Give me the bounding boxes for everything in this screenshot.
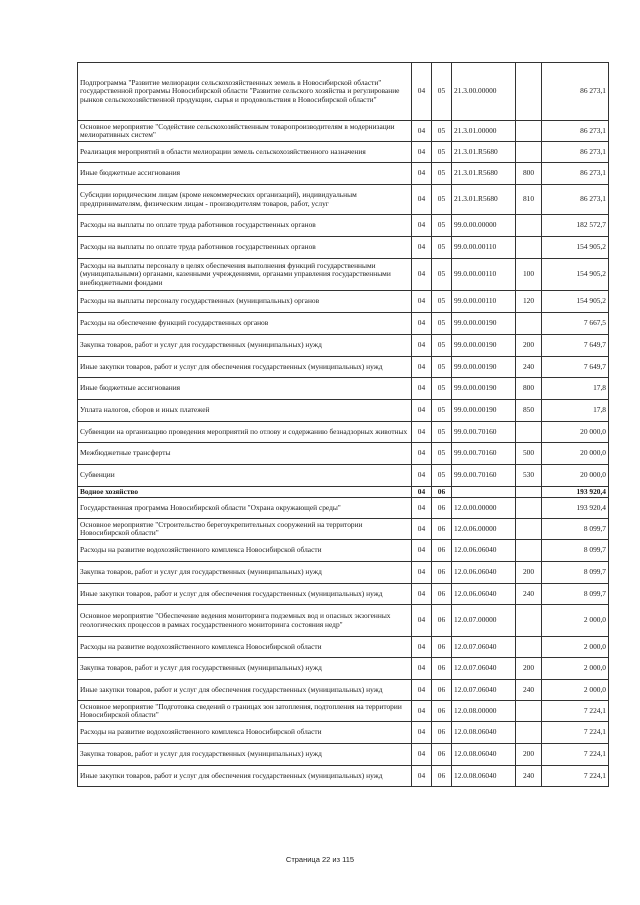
row-section-cell: 04 xyxy=(412,121,432,142)
table-row xyxy=(78,400,609,422)
row-name-cell: Реализация мероприятий в области мелиорации земель сельскохозяйственного назначения xyxy=(78,142,412,163)
row-target-item-cell: 99.0.00.00190 xyxy=(452,335,516,357)
row-amount-cell: 17,8 xyxy=(542,378,609,400)
table-row xyxy=(78,744,609,766)
table-row xyxy=(78,259,609,291)
row-name-cell: Иные бюджетные ассигнования xyxy=(78,378,412,400)
row-name-cell: Основное мероприятие "Обеспечение ведения мониторинга подземных вод и опасных экзогенных геологических процессов в рамках государственного мониторинга состояния недр" xyxy=(78,605,412,637)
row-subsection-cell: 05 xyxy=(432,142,452,163)
row-section-cell: 04 xyxy=(412,701,432,722)
row-expense-type-cell: 100 xyxy=(516,259,542,291)
row-target-item-cell: 12.0.08.06040 xyxy=(452,722,516,744)
row-name-cell: Иные закупки товаров, работ и услуг для обеспечения государственных (муниципальных) нужд xyxy=(78,584,412,605)
row-amount-cell: 86 273,1 xyxy=(542,63,609,121)
row-subsection-cell: 06 xyxy=(432,562,452,584)
row-target-item-cell: 99.0.00.00110 xyxy=(452,259,516,291)
row-expense-type-cell: 800 xyxy=(516,378,542,400)
budget-table xyxy=(77,62,609,787)
row-subsection-cell: 06 xyxy=(432,744,452,766)
row-subsection-cell: 06 xyxy=(432,498,452,519)
budget-table-body xyxy=(78,63,609,787)
row-amount-cell: 154 905,2 xyxy=(542,291,609,313)
table-row xyxy=(78,357,609,378)
row-amount-cell: 7 649,7 xyxy=(542,335,609,357)
table-row xyxy=(78,722,609,744)
row-name-cell: Основное мероприятие "Содействие сельскохозяйственным товаропроизводителям в модернизации мелиоративных систем" xyxy=(78,121,412,142)
row-expense-type-cell xyxy=(516,637,542,658)
row-name-cell: Иные закупки товаров, работ и услуг для обеспечения государственных (муниципальных) нужд xyxy=(78,357,412,378)
row-expense-type-cell: 800 xyxy=(516,163,542,185)
row-name-cell: Подпрограмма "Развитие мелиорации сельскохозяйственных земель в Новосибирской области" государственной программы Новосибирской области "Развитие сельского хозяйства и регулирование рынков сельскохозяйственной продукции, сырья и продовольствия в Новосибирской области" xyxy=(78,63,412,121)
table-row xyxy=(78,701,609,722)
row-amount-cell: 86 273,1 xyxy=(542,163,609,185)
table-row xyxy=(78,680,609,701)
row-name-cell: Расходы на выплаты по оплате труда работников государственных органов xyxy=(78,215,412,237)
row-target-item-cell: 12.0.07.06040 xyxy=(452,680,516,701)
row-expense-type-cell: 240 xyxy=(516,680,542,701)
row-section-cell: 04 xyxy=(412,540,432,562)
row-subsection-cell: 06 xyxy=(432,584,452,605)
row-target-item-cell: 99.0.00.00190 xyxy=(452,400,516,422)
row-amount-cell: 86 273,1 xyxy=(542,142,609,163)
row-target-item-cell: 21.3.01.R5680 xyxy=(452,163,516,185)
row-subsection-cell: 06 xyxy=(432,658,452,680)
row-name-cell: Расходы на выплаты персоналу в целях обеспечения выполнения функций государственными (муниципальными) органами, казенными учреждениями, органами управления государственными внебюджетными фондами xyxy=(78,259,412,291)
row-amount-cell: 20 000,0 xyxy=(542,443,609,465)
row-target-item-cell: 99.0.00.00190 xyxy=(452,378,516,400)
row-amount-cell: 182 572,7 xyxy=(542,215,609,237)
row-subsection-cell: 05 xyxy=(432,63,452,121)
table-row xyxy=(78,584,609,605)
row-target-item-cell: 12.0.06.06040 xyxy=(452,562,516,584)
row-target-item-cell: 12.0.07.06040 xyxy=(452,658,516,680)
row-target-item-cell: 21.3.01.R5680 xyxy=(452,142,516,163)
row-subsection-cell: 06 xyxy=(432,519,452,540)
row-name-cell: Иные закупки товаров, работ и услуг для обеспечения государственных (муниципальных) нужд xyxy=(78,680,412,701)
table-row xyxy=(78,637,609,658)
table-row xyxy=(78,766,609,787)
row-subsection-cell: 06 xyxy=(432,540,452,562)
row-section-cell: 04 xyxy=(412,313,432,335)
row-expense-type-cell: 240 xyxy=(516,766,542,787)
row-subsection-cell: 05 xyxy=(432,357,452,378)
row-target-item-cell: 99.0.00.00110 xyxy=(452,237,516,259)
row-expense-type-cell: 200 xyxy=(516,335,542,357)
row-amount-cell: 86 273,1 xyxy=(542,121,609,142)
row-subsection-cell: 05 xyxy=(432,443,452,465)
row-subsection-cell: 05 xyxy=(432,163,452,185)
row-amount-cell: 7 224,1 xyxy=(542,766,609,787)
row-subsection-cell: 06 xyxy=(432,680,452,701)
row-section-cell: 04 xyxy=(412,357,432,378)
row-section-cell: 04 xyxy=(412,562,432,584)
row-expense-type-cell xyxy=(516,121,542,142)
row-expense-type-cell: 240 xyxy=(516,584,542,605)
row-subsection-cell: 06 xyxy=(432,605,452,637)
row-section-cell: 04 xyxy=(412,498,432,519)
row-expense-type-cell: 120 xyxy=(516,291,542,313)
table-row xyxy=(78,487,609,498)
row-section-cell: 04 xyxy=(412,584,432,605)
table-row xyxy=(78,63,609,121)
row-target-item-cell: 99.0.00.00110 xyxy=(452,291,516,313)
row-amount-cell: 8 099,7 xyxy=(542,584,609,605)
row-target-item-cell xyxy=(452,487,516,498)
row-section-cell: 04 xyxy=(412,259,432,291)
row-expense-type-cell xyxy=(516,215,542,237)
table-row xyxy=(78,313,609,335)
row-target-item-cell: 12.0.08.00000 xyxy=(452,701,516,722)
row-section-cell: 04 xyxy=(412,605,432,637)
row-expense-type-cell: 810 xyxy=(516,185,542,215)
row-subsection-cell: 06 xyxy=(432,722,452,744)
table-row xyxy=(78,465,609,487)
row-amount-cell: 154 905,2 xyxy=(542,237,609,259)
row-target-item-cell: 99.0.00.00190 xyxy=(452,357,516,378)
row-amount-cell: 8 099,7 xyxy=(542,562,609,584)
row-section-cell: 04 xyxy=(412,237,432,259)
row-subsection-cell: 05 xyxy=(432,215,452,237)
row-expense-type-cell xyxy=(516,142,542,163)
row-subsection-cell: 06 xyxy=(432,701,452,722)
row-section-cell: 04 xyxy=(412,335,432,357)
row-target-item-cell: 99.0.00.00000 xyxy=(452,215,516,237)
row-target-item-cell: 99.0.00.70160 xyxy=(452,422,516,443)
row-name-cell: Расходы на выплаты по оплате труда работников государственных органов xyxy=(78,237,412,259)
row-name-cell: Закупка товаров, работ и услуг для государственных (муниципальных) нужд xyxy=(78,562,412,584)
row-name-cell: Субсидии юридическим лицам (кроме некоммерческих организаций), индивидуальным предпринимателям, физическим лицам - производителям товаров, работ, услуг xyxy=(78,185,412,215)
row-amount-cell: 154 905,2 xyxy=(542,259,609,291)
row-section-cell: 04 xyxy=(412,163,432,185)
row-name-cell: Закупка товаров, работ и услуг для государственных (муниципальных) нужд xyxy=(78,335,412,357)
table-row xyxy=(78,540,609,562)
row-section-cell: 04 xyxy=(412,637,432,658)
row-amount-cell: 7 224,1 xyxy=(542,744,609,766)
row-section-cell: 04 xyxy=(412,142,432,163)
row-subsection-cell: 05 xyxy=(432,465,452,487)
row-name-cell: Уплата налогов, сборов и иных платежей xyxy=(78,400,412,422)
row-target-item-cell: 12.0.00.00000 xyxy=(452,498,516,519)
row-section-cell: 04 xyxy=(412,63,432,121)
row-target-item-cell: 21.3.00.00000 xyxy=(452,63,516,121)
row-name-cell: Государственная программа Новосибирской области "Охрана окружающей среды" xyxy=(78,498,412,519)
row-expense-type-cell xyxy=(516,605,542,637)
row-name-cell: Основное мероприятие "Строительство берегоукрепительных сооружений на территории Новосибирской области" xyxy=(78,519,412,540)
row-target-item-cell: 12.0.07.00000 xyxy=(452,605,516,637)
row-section-cell: 04 xyxy=(412,443,432,465)
table-row xyxy=(78,215,609,237)
row-target-item-cell: 12.0.07.06040 xyxy=(452,637,516,658)
table-row xyxy=(78,291,609,313)
row-target-item-cell: 12.0.08.06040 xyxy=(452,766,516,787)
row-target-item-cell: 21.3.01.00000 xyxy=(452,121,516,142)
row-amount-cell: 20 000,0 xyxy=(542,422,609,443)
row-amount-cell: 193 920,4 xyxy=(542,487,609,498)
row-amount-cell: 193 920,4 xyxy=(542,498,609,519)
row-expense-type-cell: 200 xyxy=(516,562,542,584)
row-amount-cell: 17,8 xyxy=(542,400,609,422)
row-expense-type-cell xyxy=(516,722,542,744)
row-section-cell: 04 xyxy=(412,744,432,766)
row-name-cell: Субвенции xyxy=(78,465,412,487)
row-subsection-cell: 06 xyxy=(432,766,452,787)
row-expense-type-cell xyxy=(516,540,542,562)
row-amount-cell: 7 667,5 xyxy=(542,313,609,335)
row-subsection-cell: 05 xyxy=(432,422,452,443)
table-row xyxy=(78,163,609,185)
row-section-cell: 04 xyxy=(412,291,432,313)
table-row xyxy=(78,605,609,637)
row-target-item-cell: 21.3.01.R5680 xyxy=(452,185,516,215)
row-amount-cell: 8 099,7 xyxy=(542,519,609,540)
row-name-cell: Закупка товаров, работ и услуг для государственных (муниципальных) нужд xyxy=(78,658,412,680)
row-subsection-cell: 06 xyxy=(432,637,452,658)
row-section-cell: 04 xyxy=(412,215,432,237)
row-expense-type-cell xyxy=(516,313,542,335)
row-name-cell: Субвенции на организацию проведения мероприятий по отлову и содержанию безнадзорных животных xyxy=(78,422,412,443)
row-target-item-cell: 12.0.06.06040 xyxy=(452,540,516,562)
row-expense-type-cell: 200 xyxy=(516,744,542,766)
row-expense-type-cell xyxy=(516,237,542,259)
row-amount-cell: 7 649,7 xyxy=(542,357,609,378)
table-row xyxy=(78,562,609,584)
table-row xyxy=(78,519,609,540)
row-name-cell: Расходы на выплаты персоналу государственных (муниципальных) органов xyxy=(78,291,412,313)
row-section-cell: 04 xyxy=(412,519,432,540)
row-section-cell: 04 xyxy=(412,487,432,498)
row-name-cell: Иные бюджетные ассигнования xyxy=(78,163,412,185)
row-name-cell: Расходы на развитие водохозяйственного комплекса Новосибирской области xyxy=(78,540,412,562)
row-subsection-cell: 05 xyxy=(432,335,452,357)
row-target-item-cell: 99.0.00.70160 xyxy=(452,443,516,465)
row-expense-type-cell xyxy=(516,422,542,443)
table-row xyxy=(78,498,609,519)
row-section-cell: 04 xyxy=(412,722,432,744)
row-section-cell: 04 xyxy=(412,185,432,215)
row-section-cell: 04 xyxy=(412,422,432,443)
row-amount-cell: 2 000,0 xyxy=(542,637,609,658)
table-row xyxy=(78,142,609,163)
row-name-cell: Закупка товаров, работ и услуг для государственных (муниципальных) нужд xyxy=(78,744,412,766)
table-row xyxy=(78,237,609,259)
row-amount-cell: 2 000,0 xyxy=(542,658,609,680)
row-subsection-cell: 06 xyxy=(432,487,452,498)
row-subsection-cell: 05 xyxy=(432,185,452,215)
table-row xyxy=(78,185,609,215)
table-row xyxy=(78,378,609,400)
row-expense-type-cell xyxy=(516,487,542,498)
row-expense-type-cell: 530 xyxy=(516,465,542,487)
row-amount-cell: 7 224,1 xyxy=(542,701,609,722)
row-subsection-cell: 05 xyxy=(432,378,452,400)
table-row xyxy=(78,443,609,465)
row-amount-cell: 86 273,1 xyxy=(542,185,609,215)
row-name-cell: Межбюджетные трансферты xyxy=(78,443,412,465)
row-target-item-cell: 12.0.08.06040 xyxy=(452,744,516,766)
row-target-item-cell: 99.0.00.00190 xyxy=(452,313,516,335)
row-expense-type-cell: 240 xyxy=(516,357,542,378)
row-name-cell: Иные закупки товаров, работ и услуг для обеспечения государственных (муниципальных) нужд xyxy=(78,766,412,787)
row-name-cell: Расходы на развитие водохозяйственного комплекса Новосибирской области xyxy=(78,637,412,658)
row-section-cell: 04 xyxy=(412,465,432,487)
row-section-cell: 04 xyxy=(412,378,432,400)
row-name-cell: Водное хозяйство xyxy=(78,487,412,498)
row-target-item-cell: 99.0.00.70160 xyxy=(452,465,516,487)
row-name-cell: Основное мероприятие "Подготовка сведений о границах зон затопления, подтопления на территории Новосибирской области" xyxy=(78,701,412,722)
row-amount-cell: 8 099,7 xyxy=(542,540,609,562)
row-section-cell: 04 xyxy=(412,658,432,680)
row-subsection-cell: 05 xyxy=(432,313,452,335)
table-row xyxy=(78,422,609,443)
row-subsection-cell: 05 xyxy=(432,291,452,313)
row-name-cell: Расходы на обеспечение функций государственных органов xyxy=(78,313,412,335)
row-subsection-cell: 05 xyxy=(432,237,452,259)
row-expense-type-cell: 850 xyxy=(516,400,542,422)
row-target-item-cell: 12.0.06.00000 xyxy=(452,519,516,540)
row-expense-type-cell: 200 xyxy=(516,658,542,680)
page-number: Страница 22 из 115 xyxy=(285,855,355,864)
row-expense-type-cell xyxy=(516,701,542,722)
row-expense-type-cell xyxy=(516,519,542,540)
row-section-cell: 04 xyxy=(412,766,432,787)
row-section-cell: 04 xyxy=(412,680,432,701)
row-target-item-cell: 12.0.06.06040 xyxy=(452,584,516,605)
row-name-cell: Расходы на развитие водохозяйственного комплекса Новосибирской области xyxy=(78,722,412,744)
row-subsection-cell: 05 xyxy=(432,259,452,291)
row-subsection-cell: 05 xyxy=(432,121,452,142)
row-expense-type-cell xyxy=(516,498,542,519)
row-section-cell: 04 xyxy=(412,400,432,422)
table-row xyxy=(78,335,609,357)
row-amount-cell: 7 224,1 xyxy=(542,722,609,744)
row-subsection-cell: 05 xyxy=(432,400,452,422)
row-expense-type-cell xyxy=(516,63,542,121)
row-amount-cell: 2 000,0 xyxy=(542,605,609,637)
row-amount-cell: 20 000,0 xyxy=(542,465,609,487)
row-expense-type-cell: 500 xyxy=(516,443,542,465)
table-row xyxy=(78,658,609,680)
table-row xyxy=(78,121,609,142)
row-amount-cell: 2 000,0 xyxy=(542,680,609,701)
